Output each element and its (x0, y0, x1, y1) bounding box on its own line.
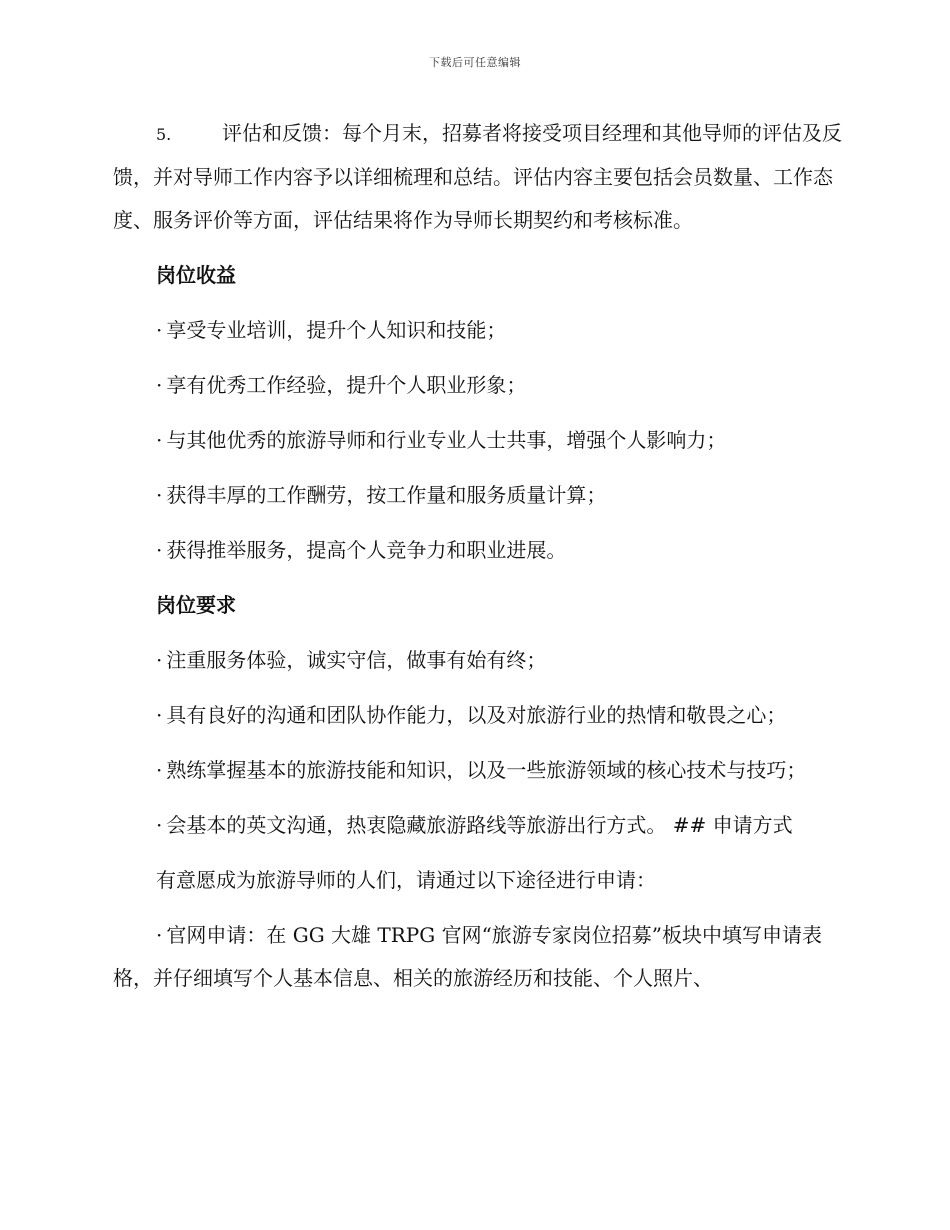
bullet-icon: · (156, 813, 163, 837)
requirement-text: 注重服务体验，诚实守信，做事有始有终； (166, 648, 547, 672)
benefit-item (113, 474, 843, 517)
bullet-icon: · (156, 318, 163, 342)
evaluation-text: 评估和反馈：每个月末，招募者将接受项目经理和其他导师的评估及反馈，并对导师工作内容予以详细梳理和总结。评估内容主要包括会员数量、工作态度、服务评价等方面，评估结果将作为导师长期契约和考核标准。 (113, 121, 842, 232)
item-number: 5. (156, 125, 172, 144)
bullet-icon: · (156, 428, 163, 452)
benefit-text: 获得推举服务，提高个人竞争力和职业进展。 (166, 538, 567, 562)
benefit-text: 享受专业培训，提升个人知识和技能； (166, 318, 507, 342)
requirement-text: 熟练掌握基本的旅游技能和知识，以及一些旅游领域的核心技术与技巧； (166, 758, 807, 782)
document-body (113, 112, 843, 1012)
evaluation-paragraph (113, 112, 843, 242)
bullet-icon: · (156, 538, 163, 562)
requirement-item (113, 639, 843, 682)
requirement-text: 会基本的英文沟通，热衷隐藏旅游路线等旅游出行方式。 ## 申请方式 (166, 813, 793, 837)
benefit-text: 获得丰厚的工作酬劳，按工作量和服务质量计算； (166, 483, 607, 507)
benefit-item (113, 364, 843, 407)
application-intro: 有意愿成为旅游导师的人们，请通过以下途径进行申请： (156, 868, 656, 892)
requirement-item (113, 749, 843, 792)
application-text: 官网申请：在 GG 大雄 TRPG 官网“旅游专家岗位招募”板块中填写申请表格，并仔细填写个人基本信息、相关的旅游经历和技能、个人照片、 (113, 923, 823, 990)
benefits-heading: 岗位收益 (156, 263, 236, 287)
benefit-text: 与其他优秀的旅游导师和行业专业人士共事，增强个人影响力； (166, 428, 727, 452)
application-item (113, 914, 843, 1000)
bullet-icon: · (156, 373, 163, 397)
benefit-item (113, 529, 843, 572)
bullet-icon: · (156, 923, 163, 947)
benefit-item (113, 309, 843, 352)
bullet-icon: · (156, 483, 163, 507)
requirement-item (113, 804, 843, 847)
requirement-item (113, 694, 843, 737)
bullet-icon: · (156, 703, 163, 727)
requirement-text: 具有良好的沟通和团队协作能力，以及对旅游行业的热情和敬畏之心； (166, 703, 787, 727)
bullet-icon: · (156, 648, 163, 672)
benefit-text: 享有优秀工作经验，提升个人职业形象； (166, 373, 527, 397)
benefit-item (113, 419, 843, 462)
requirements-heading: 岗位要求 (156, 593, 236, 617)
bullet-icon: · (156, 758, 163, 782)
page-header: 下载后可任意编辑 (429, 56, 521, 69)
